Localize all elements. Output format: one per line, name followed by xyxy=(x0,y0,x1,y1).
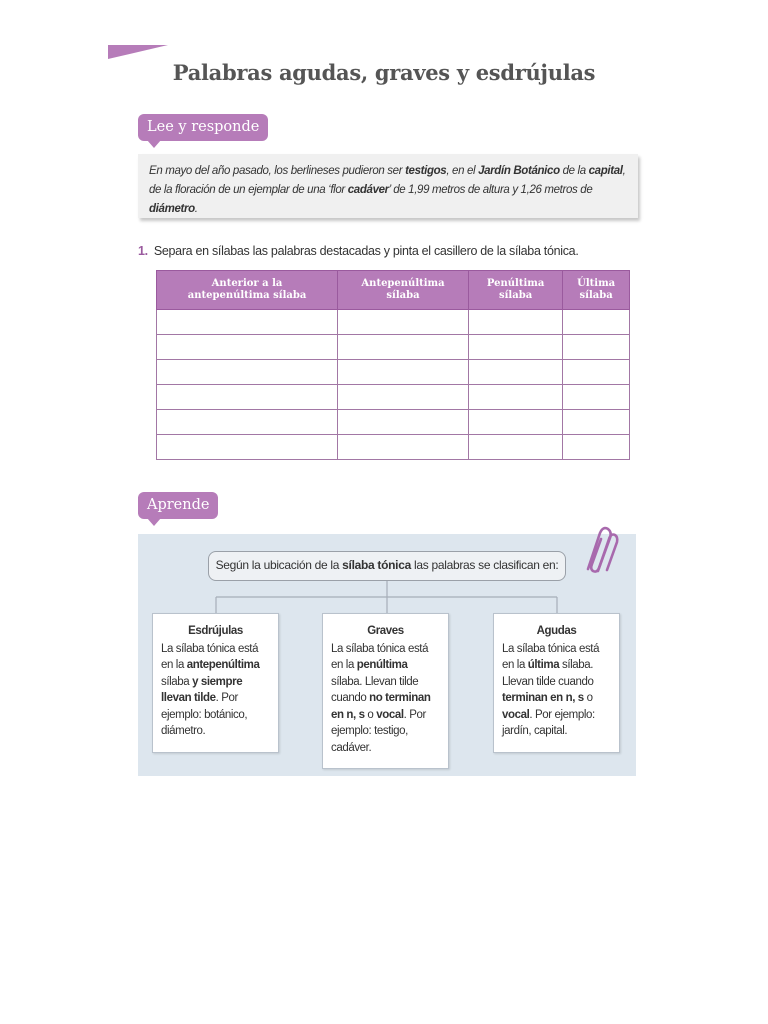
card-text: . Por ejemplo: jardín, capital. xyxy=(502,708,595,737)
card-text: La sílaba tónica está en la xyxy=(502,642,600,671)
header-line: Anterior a la xyxy=(211,278,283,289)
statement-bold: sílaba tónica xyxy=(342,558,411,572)
card-bold: vocal xyxy=(376,708,404,721)
answer-cell[interactable] xyxy=(338,360,469,385)
card-title: Graves xyxy=(367,625,404,637)
card-text: o xyxy=(583,692,593,704)
highlighted-word: Jardín Botánico xyxy=(478,165,560,177)
page-title: Palabras agudas, graves y esdrújulas xyxy=(172,60,596,85)
answer-cell[interactable] xyxy=(563,360,630,385)
card-text: La sílaba tónica está en la xyxy=(331,642,429,671)
header-anterior-antepenultima xyxy=(157,271,338,310)
header-antepenultima xyxy=(338,271,469,310)
section-tag-aprende: Aprende xyxy=(138,492,218,519)
table-row xyxy=(157,360,630,385)
card-title: Agudas xyxy=(536,625,577,637)
answer-cell[interactable] xyxy=(563,310,630,335)
exercise-instruction xyxy=(138,244,579,258)
statement-text: las palabras se clasifican en: xyxy=(410,558,559,572)
answer-cell[interactable] xyxy=(468,310,562,335)
exercise-text: Separa en sílabas las palabras destacadas y pinta el casillero de la sílaba tónica. xyxy=(153,244,579,258)
exercise-number: 1. xyxy=(138,244,148,258)
table-row xyxy=(157,385,630,410)
card-bold: antepenúltima xyxy=(186,659,260,671)
card-bold: y siempre llevan tilde xyxy=(161,675,243,704)
highlighted-word: cadáver xyxy=(347,184,389,196)
reading-text: En mayo del año pasado, los berlineses pudieron ser xyxy=(149,165,406,177)
card-agudas xyxy=(493,613,620,753)
header-line: sílaba xyxy=(499,290,533,301)
card-esdrujulas xyxy=(152,613,279,753)
answer-cell[interactable] xyxy=(157,385,338,410)
table-header-row xyxy=(157,271,630,310)
answer-cell[interactable] xyxy=(563,435,630,460)
card-text: . Por ejemplo: botánico, diámetro. xyxy=(161,692,248,737)
header-line: antepenúltima sílaba xyxy=(187,290,307,301)
answer-cell[interactable] xyxy=(338,410,469,435)
answer-cell[interactable] xyxy=(338,335,469,360)
classification-statement xyxy=(208,551,566,581)
header-line: sílaba xyxy=(579,290,613,301)
syllable-table xyxy=(156,270,630,460)
answer-cell[interactable] xyxy=(157,335,338,360)
table-row xyxy=(157,310,630,335)
table-row xyxy=(157,410,630,435)
card-bold: no terminan en n, s xyxy=(331,692,431,721)
card-bold: penúltima xyxy=(356,659,408,671)
reading-passage xyxy=(138,154,638,218)
header-line: Penúltima xyxy=(486,278,545,289)
answer-cell[interactable] xyxy=(338,310,469,335)
card-text: sílaba. Llevan tilde cuando xyxy=(331,675,419,704)
highlighted-word: capital xyxy=(588,165,623,177)
answer-cell[interactable] xyxy=(338,385,469,410)
card-text: o xyxy=(364,708,377,721)
corner-tab-icon xyxy=(108,45,168,59)
card-text: sílaba xyxy=(161,675,193,688)
answer-cell[interactable] xyxy=(338,435,469,460)
reading-text: ’ de 1,99 metros de altura y 1,26 metros de xyxy=(388,184,593,196)
header-ultima xyxy=(563,271,630,310)
statement-text: Según la ubicación de la xyxy=(215,558,343,572)
card-bold: vocal xyxy=(502,708,530,721)
reading-text: , en el xyxy=(446,165,479,177)
header-line: Última xyxy=(577,278,616,289)
header-line: Antepenúltima xyxy=(361,278,445,289)
answer-cell[interactable] xyxy=(157,435,338,460)
header-penultima xyxy=(468,271,562,310)
card-graves xyxy=(322,613,449,769)
highlighted-word: testigos xyxy=(405,165,447,177)
table-row xyxy=(157,435,630,460)
table-body xyxy=(157,310,630,460)
answer-cell[interactable] xyxy=(157,310,338,335)
answer-cell[interactable] xyxy=(563,385,630,410)
answer-cell[interactable] xyxy=(468,435,562,460)
highlighted-word: diámetro xyxy=(149,203,195,215)
answer-cell[interactable] xyxy=(468,385,562,410)
section-tag-lee-y-responde: Lee y responde xyxy=(138,114,268,141)
card-text: La sílaba tónica está en la xyxy=(161,642,259,671)
reading-text: . xyxy=(194,203,198,215)
card-title: Esdrújulas xyxy=(188,625,243,637)
card-bold: terminan en n, s xyxy=(502,692,584,704)
header-line: sílaba xyxy=(386,290,420,301)
card-bold: última xyxy=(527,659,560,671)
answer-cell[interactable] xyxy=(468,410,562,435)
paperclip-icon xyxy=(580,525,620,575)
reading-text: de la xyxy=(559,165,589,177)
answer-cell[interactable] xyxy=(468,335,562,360)
card-text: sílaba. Llevan tilde cuando xyxy=(502,659,594,688)
answer-cell[interactable] xyxy=(563,410,630,435)
answer-cell[interactable] xyxy=(157,360,338,385)
answer-cell[interactable] xyxy=(157,410,338,435)
answer-cell[interactable] xyxy=(563,335,630,360)
reading-text: , de la floración de un ejemplar de una ‘flor xyxy=(149,165,626,196)
answer-cell[interactable] xyxy=(468,360,562,385)
card-text: . Por ejemplo: testigo, cadáver. xyxy=(331,708,426,754)
table-row xyxy=(157,335,630,360)
